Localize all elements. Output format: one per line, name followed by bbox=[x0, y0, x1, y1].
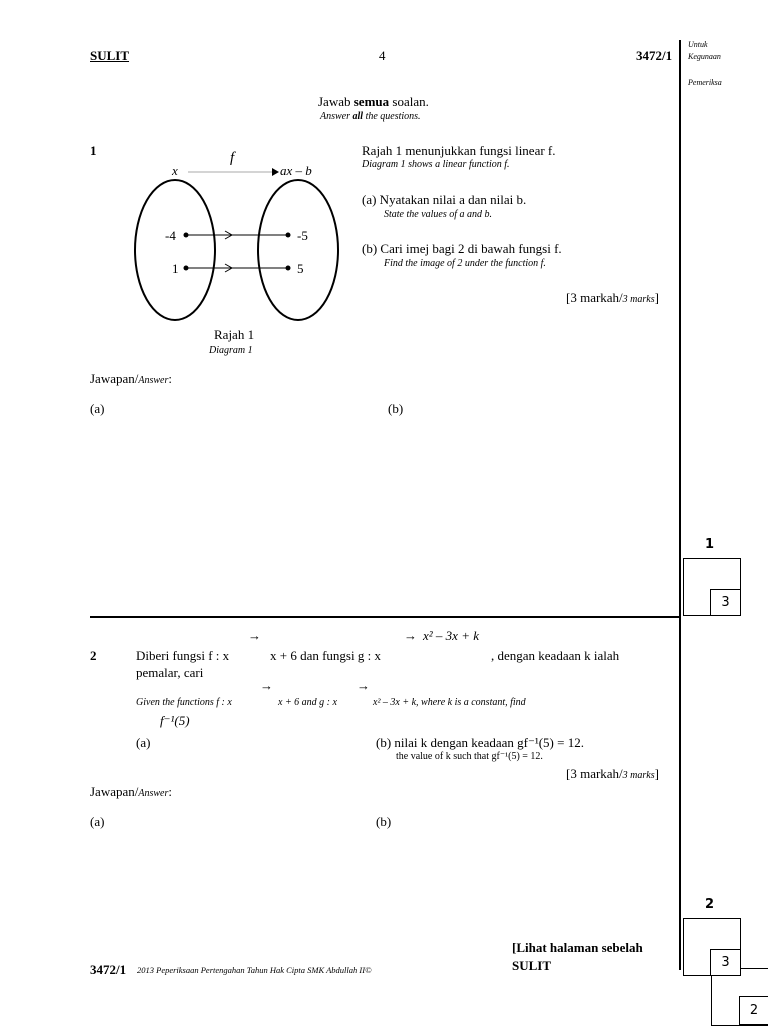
q2-given-1: Diberi fungsi f : x bbox=[136, 648, 230, 663]
q1-part-b-en: Find the image of 2 under the function f. bbox=[384, 258, 546, 269]
codomain-label: ax – b bbox=[280, 163, 312, 178]
arrow-icon: → bbox=[404, 628, 417, 643]
codomain-value-1: -5 bbox=[297, 228, 308, 243]
q2-answer-label: Jawapan/Answer: bbox=[90, 784, 172, 799]
arrow-icon: → bbox=[357, 678, 370, 693]
footer-code: 3472/1 bbox=[90, 962, 127, 977]
question-1-number: 1 bbox=[90, 143, 97, 158]
q1-part-a: (a) Nyatakan nilai a dan nilai b. bbox=[362, 192, 527, 207]
q2-score-max: 3 bbox=[710, 949, 741, 976]
q1-answer-label: Jawapan/Answer: bbox=[90, 371, 172, 386]
q1-part-a-en: State the values of a and b. bbox=[384, 209, 493, 220]
q2-score-extra: 2 bbox=[739, 996, 768, 1025]
q2-part-a: (a) bbox=[136, 735, 151, 750]
q2-given-3: , dengan keadaan k ialah bbox=[491, 648, 620, 663]
q2-given-en-1: Given the functions f : x bbox=[136, 697, 232, 708]
codomain-oval bbox=[258, 180, 338, 320]
footer-sulit: SULIT bbox=[512, 958, 552, 973]
q2-gx: x² – 3x + k bbox=[423, 628, 479, 643]
q1-score-label: 1 bbox=[705, 537, 715, 552]
codomain-value-2: 5 bbox=[297, 261, 304, 276]
diagram-caption-en: Diagram 1 bbox=[209, 345, 253, 356]
q1-answer-a: (a) bbox=[90, 401, 105, 416]
domain-label: x bbox=[172, 163, 178, 178]
q2-finv: f⁻¹(5) bbox=[160, 713, 190, 728]
q2-given-en-3: x² – 3x + k, where k is a constant, find bbox=[373, 697, 526, 708]
footer-note: 2013 Peperiksaan Pertengahan Tahun Hak Cipta SMK Abdullah II© bbox=[137, 965, 372, 975]
q2-given-2: x + 6 dan fungsi g : x bbox=[270, 648, 381, 663]
domain-value-2: 1 bbox=[172, 261, 179, 276]
margin-line1: Untuk bbox=[688, 40, 708, 49]
q2-marks: [3 markah/3 marks] bbox=[566, 766, 659, 781]
instruction-ms: Jawab semua soalan. bbox=[318, 94, 429, 109]
q1-answer-b: (b) bbox=[388, 401, 404, 416]
q1-part-b: (b) Cari imej bagi 2 di bawah fungsi f. bbox=[362, 241, 562, 256]
margin-line2: Kegunaan bbox=[688, 52, 721, 61]
q1-marks: [3 markah/3 marks] bbox=[566, 290, 659, 305]
q2-score-label: 2 bbox=[705, 897, 715, 912]
domain-value-1: -4 bbox=[165, 228, 176, 243]
q2-answer-b: (b) bbox=[376, 814, 392, 829]
page-number: 4 bbox=[379, 48, 386, 63]
instruction-en: Answer all the questions. bbox=[320, 111, 421, 122]
arrow-icon: → bbox=[248, 628, 261, 643]
margin-rule bbox=[679, 40, 681, 970]
q2-part-b-en: the value of k such that gf⁻¹(5) = 12. bbox=[396, 751, 543, 762]
q2-given-4: pemalar, cari bbox=[136, 665, 204, 680]
paper-code: 3472/1 bbox=[636, 48, 673, 63]
q2-given-en-2: x + 6 and g : x bbox=[278, 697, 337, 708]
question-2-number: 2 bbox=[90, 648, 97, 663]
arrow-icon: → bbox=[260, 678, 273, 693]
footer-next-page: [Lihat halaman sebelah bbox=[512, 940, 643, 955]
question-divider bbox=[90, 616, 681, 618]
q1-intro: Rajah 1 menunjukkan fungsi linear f. bbox=[362, 143, 556, 158]
domain-oval bbox=[135, 180, 215, 320]
header-sulit: SULIT bbox=[90, 48, 130, 63]
q2-part-b: (b) nilai k dengan keadaan gf⁻¹(5) = 12. bbox=[376, 735, 584, 750]
diagram-caption: Rajah 1 bbox=[214, 327, 255, 342]
margin-line3: Pemeriksa bbox=[688, 78, 722, 87]
function-label: f bbox=[230, 150, 235, 166]
q2-answer-a: (a) bbox=[90, 814, 105, 829]
q1-intro-en: Diagram 1 shows a linear function f. bbox=[362, 159, 510, 170]
q1-score-max: 3 bbox=[710, 589, 741, 616]
